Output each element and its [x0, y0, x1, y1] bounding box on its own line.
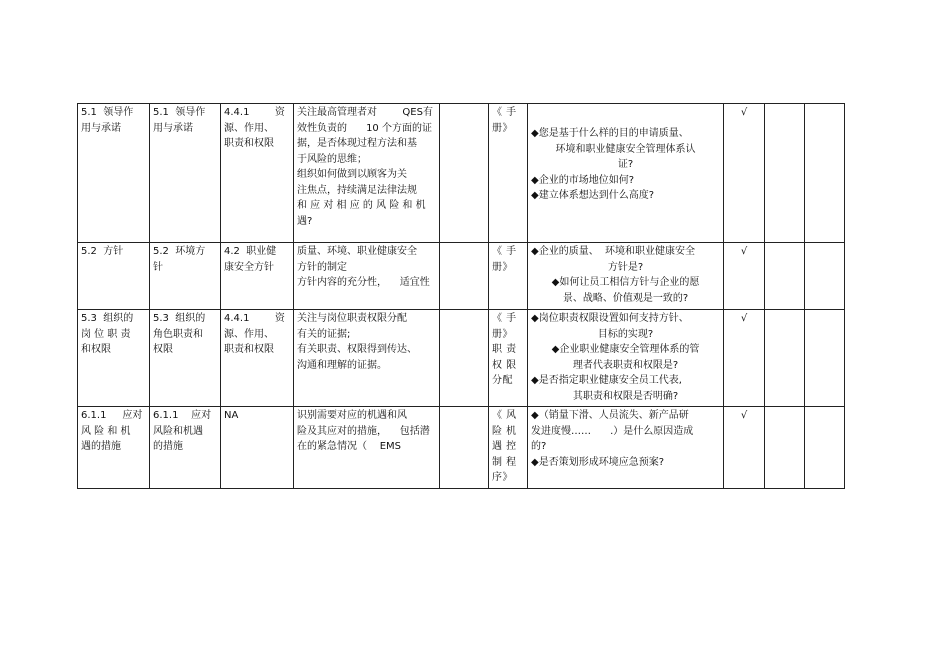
empty-cell [765, 310, 805, 407]
audit-checklist-table [77, 103, 845, 489]
question-line: ◆（销量下滑、人员流失、新产品研 [531, 410, 689, 421]
question-line: ◆岗位职责权限设置如何支持方针、 [531, 313, 689, 324]
table-row [78, 243, 845, 310]
question-line: ◆建立体系想达到什么高度? [531, 190, 654, 201]
question-line: ◆企业职业健康安全管理体系的管 [551, 344, 700, 355]
clause-cell: 4.4.1 资 源、作用、 职责和权限 [221, 104, 294, 243]
check-mark: √ [740, 410, 748, 421]
audit-questions-cell [528, 310, 724, 407]
audit-questions-cell [528, 243, 724, 310]
question-line: 证? [617, 159, 634, 170]
question-line: 方针是? [607, 261, 644, 273]
question-line: 发进度慢…… .）是什么原因造成 [531, 425, 694, 437]
clause-cell: 5.2 环境方 针 [150, 243, 221, 310]
empty-cell [805, 407, 845, 489]
question-line: ◆如何让员工相信方针与企业的愿 [551, 277, 700, 288]
empty-cell [805, 310, 845, 407]
question-line: 景、战略、价值观是一致的? [562, 292, 689, 304]
question-line: ◆是否策划形成环境应急预案? [531, 456, 664, 468]
clause-cell: 4.4.1 资 源、作用、 职责和权限 [221, 310, 294, 407]
audit-questions-cell [528, 104, 724, 243]
table-row [78, 104, 845, 243]
reference-doc-cell: 《 风 险 机 遇 控 制 程 序》 [489, 407, 528, 489]
check-mark: √ [740, 313, 748, 324]
clause-cell: 5.3 组织的 岗 位 职 责 和权限 [78, 310, 150, 407]
clause-cell: 6.1.1 应对 风 险 和 机 遇的措施 [78, 407, 150, 489]
check-mark-cell [724, 310, 765, 407]
question-line: ◆是否指定职业健康安全员工代表, [531, 375, 682, 386]
check-mark-cell [724, 243, 765, 310]
audit-content-cell: 识别需要对应的机遇和风 险及其应对的措施， 包括潜 在的紧急情况（ EMS [294, 407, 440, 489]
empty-cell [805, 243, 845, 310]
clause-cell: 5.1 领导作 用与承诺 [78, 104, 150, 243]
table-row [78, 407, 845, 489]
empty-cell [440, 243, 489, 310]
audit-checklist-sheet [77, 103, 844, 489]
question-line: 其职责和权限是否明确? [572, 390, 679, 402]
reference-doc-cell: 《 手 册》 [489, 104, 528, 243]
empty-cell [765, 243, 805, 310]
question-line: 的? [531, 441, 547, 452]
clause-cell: 6.1.1 应对 风险和机遇 的措施 [150, 407, 221, 489]
check-mark-cell [724, 104, 765, 243]
audit-content-cell: 关注最高管理者对 QES有 效性负责的 10 个方面的证 据，是否体现过程方法和基 于风险的思维； 组织如何做到以顾客为关 注焦点，持续满足法律法规 和 应 对 相 应 的 风 险 和 机 遇? [294, 104, 440, 243]
clause-cell: 5.3 组织的 角色职责和 权限 [150, 310, 221, 407]
question-line: ◆企业的市场地位如何? [531, 174, 634, 186]
clause-cell: 5.1 领导作 用与承诺 [150, 104, 221, 243]
empty-cell [765, 104, 805, 243]
empty-cell [440, 407, 489, 489]
reference-doc-cell: 《 手 册》 [489, 243, 528, 310]
empty-cell [805, 104, 845, 243]
clause-cell: 4.2 职业健 康安全方针 [221, 243, 294, 310]
reference-doc-cell: 《 手 册》 职 责 权 限 分配 [489, 310, 528, 407]
question-line: 目标的实现? [597, 328, 654, 340]
empty-cell [440, 104, 489, 243]
check-mark-cell [724, 407, 765, 489]
question-line: ◆您是基于什么样的目的申请质量、 [531, 128, 689, 139]
check-mark: √ [740, 107, 748, 118]
question-line: 环境和职业健康安全管理体系认 [555, 143, 696, 155]
check-mark: √ [740, 246, 748, 257]
table-row [78, 310, 845, 407]
clause-cell: 5.2 方针 [78, 243, 150, 310]
audit-content-cell: 关注与岗位职责权限分配 有关的证据; 有关职责、权限得到传达、 沟通和理解的证据。 [294, 310, 440, 407]
empty-cell [765, 407, 805, 489]
audit-content-cell: 质量、环境、职业健康安全 方针的制定 方针内容的充分性， 适宜性 [294, 243, 440, 310]
clause-cell: NA [221, 407, 294, 489]
empty-cell [440, 310, 489, 407]
audit-questions-cell [528, 407, 724, 489]
question-line: 理者代表职责和权限是? [572, 359, 679, 371]
question-line: ◆企业的质量、 环境和职业健康安全 [531, 246, 696, 257]
